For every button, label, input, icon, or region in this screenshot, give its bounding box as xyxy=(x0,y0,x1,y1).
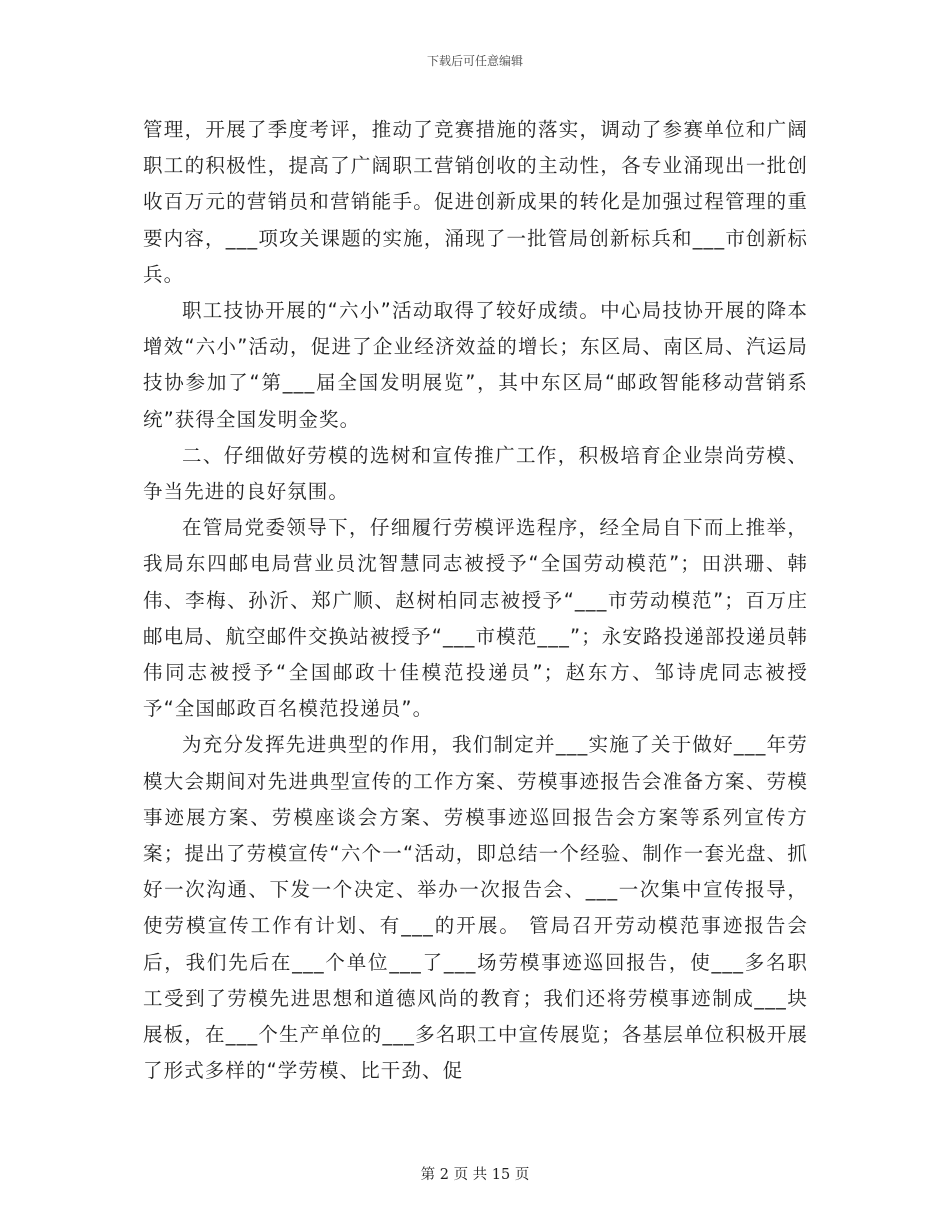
section-heading: 二、仔细做好劳模的选树和宣传推广工作，积极培育企业崇尚劳模、争当先进的良好氛围。 xyxy=(143,443,808,504)
paragraph-3: 在管局党委领导下，仔细履行劳模评选程序，经全局自下而上推举，我局东四邮电局营业员沈智慧同志被授予“全国劳动模范”；田洪珊、韩伟、李梅、孙沂、郑广顺、赵树柏同志被授予“___市劳动模范”；百万庄邮电局、航空邮件交换站被授予“___市模范___”；永安路投递部投递员韩伟同志被授予“全国邮政十佳模范投递员”；赵东方、邹诗虎同志被授予“全国邮政百名模范投递员”。 xyxy=(143,516,808,721)
page-header: 下载后可任意编辑 xyxy=(426,54,523,68)
paragraph-1: 管理，开展了季度考评，推动了竞赛措施的落实，调动了参赛单位和广阔职工的积极性，提高了广阔职工营销创收的主动性，各专业涌现出一批创收百万元的营销员和营销能手。促进创新成果的转化是加强过程管理的重要内容，___项攻关课题的实施，涌现了一批管局创新标兵和___市创新标兵。 xyxy=(143,118,808,286)
page-number: 第 2 页 共 15 页 xyxy=(420,1167,530,1183)
paragraph-4: 为充分发挥先进典型的作用，我们制定并___实施了关于做好___年劳模大会期间对先进典型宣传的工作方案、劳模事迹报告会准备方案、劳模事迹展方案、劳模座谈会方案、劳模事迹巡回报告会方案等系列宣传方案；提出了劳模宣传“六个一“活动，即总结一个经验、制作一套光盘、抓好一次沟通、下发一个决定、举办一次报告会、___一次集中宣传报导，使劳模宣传工作有计划、有___的开展。 管局召开劳动模范事迹报告会后，我们先后在___个单位___了___场劳模事迹巡回报告，使___多名职工受到了劳模先进思想和道德风尚的教育；我们还将劳模事迹制成___块展板，在___个生产单位的___多名职工中宣传展览；各基层单位积极开展了形式多样的“学劳模、比干劲、促 xyxy=(143,733,808,1083)
document-body xyxy=(143,112,808,1089)
paragraph-2: 职工技协开展的“六小”活动取得了较好成绩。中心局技协开展的降本增效“六小”活动，促进了企业经济效益的增长；东区局、南区局、汽运局技协参加了“第___届全国发明展览”，其中东区局“邮政智能移动营销系统”获得全国发明金奖。 xyxy=(143,299,808,431)
